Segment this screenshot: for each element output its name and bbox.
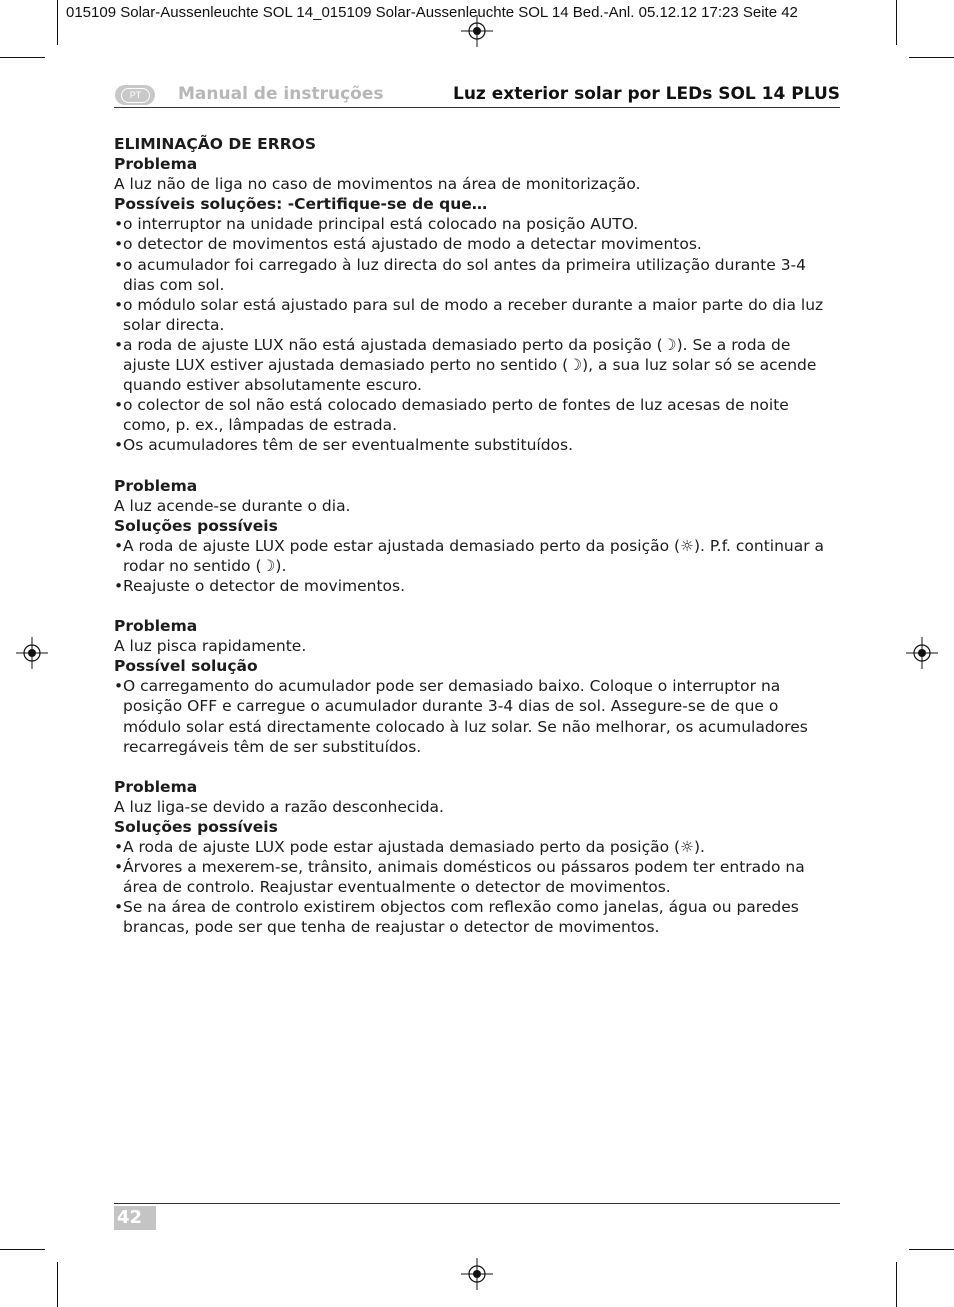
solution-item: • Se na área de controlo existirem objectos com reflexão como janelas, água ou paredes brancas, pode ser que tenha de reajustar o detector de movimentos. <box>114 897 840 937</box>
problem-text: A luz acende-se durante o dia. <box>114 496 351 515</box>
problem-text: A luz não de liga no caso de movimentos na área de monitorização. <box>114 175 641 194</box>
solution-list <box>114 536 840 596</box>
solution-list <box>114 676 840 756</box>
solution-item: • Os acumuladores têm de ser eventualmente substituídos. <box>114 435 840 455</box>
solution-item: • A roda de ajuste LUX pode estar ajustada demasiado perto da posição (☼). <box>114 837 840 857</box>
problem-block <box>114 777 840 938</box>
solution-item: • Reajuste o detector de movimentos. <box>114 576 840 596</box>
header-rule <box>114 107 840 108</box>
problem-text: A luz pisca rapidamente. <box>114 637 307 656</box>
solution-list <box>114 837 840 937</box>
language-badge <box>115 85 155 105</box>
crop-mark-tr-h <box>909 57 954 58</box>
language-code: PT <box>121 88 150 103</box>
crop-mark-br-v <box>896 1262 897 1307</box>
print-slug: 015109 Solar-Aussenleuchte SOL 14_015109 Solar-Aussenleuchte SOL 14 Bed.-Anl. 05.12.12 17:23 Seite 42 <box>66 4 798 21</box>
problem-block <box>114 154 840 455</box>
solution-label: Possíveis soluções: -Certifique-se de que… <box>114 195 488 214</box>
solution-item: • o interruptor na unidade principal está colocado na posição AUTO. <box>114 214 840 234</box>
problem-block <box>114 476 840 597</box>
crop-mark-bl-h <box>0 1249 45 1250</box>
page-number: 42 <box>114 1206 156 1230</box>
registration-mark-left-icon <box>16 637 48 669</box>
solution-item: • o módulo solar está ajustado para sul de modo a receber durante a maior parte do dia luz solar directa. <box>114 295 840 335</box>
solution-item: • a roda de ajuste LUX não está ajustada demasiado perto da posição (☽). Se a roda de ajuste LUX estiver ajustada demasiado perto no sentido (☽), a sua luz solar só se acende quando estiver absolutamente escuro. <box>114 335 840 395</box>
problem-label: Problema <box>114 777 198 796</box>
solution-item: • Árvores a mexerem-se, trânsito, animais domésticos ou pássaros podem ter entrado na área de controlo. Reajustar eventualmente o detector de movimentos. <box>114 857 840 897</box>
problem-label: Problema <box>114 476 198 495</box>
section-title: ELIMINAÇÃO DE ERROS <box>114 135 316 153</box>
solution-item: • o detector de movimentos está ajustado de modo a detectar movimentos. <box>114 234 840 254</box>
solution-item: • o colector de sol não está colocado demasiado perto de fontes de luz acesas de noite como, p. ex., lâmpadas de estrada. <box>114 395 840 435</box>
footer-rule <box>114 1203 840 1204</box>
solution-label: Soluções possíveis <box>114 516 278 535</box>
problem-label: Problema <box>114 155 198 174</box>
solution-list <box>114 214 840 455</box>
registration-mark-right-icon <box>906 637 938 669</box>
product-title: Luz exterior solar por LEDs SOL 14 PLUS <box>453 84 840 104</box>
solution-item: • o acumulador foi carregado à luz directa do sol antes da primeira utilização durante 3-4 dias com sol. <box>114 255 840 295</box>
troubleshooting-section <box>114 134 840 937</box>
solution-item: • A roda de ajuste LUX pode estar ajustada demasiado perto da posição (☼). P.f. continuar a rodar no sentido (☽). <box>114 536 840 576</box>
problem-text: A luz liga-se devido a razão desconhecida. <box>114 797 444 816</box>
registration-mark-bottom-icon <box>461 1258 493 1290</box>
crop-mark-tl-v <box>57 0 58 45</box>
manual-title: Manual de instruções <box>178 84 384 104</box>
solution-label: Possível solução <box>114 657 258 676</box>
page-header <box>114 83 840 109</box>
crop-mark-bl-v <box>57 1262 58 1307</box>
problem-block <box>114 616 840 757</box>
crop-mark-tl-h <box>0 57 45 58</box>
solution-label: Soluções possíveis <box>114 817 278 836</box>
problem-label: Problema <box>114 617 198 636</box>
crop-mark-tr-v <box>896 0 897 45</box>
crop-mark-br-h <box>909 1249 954 1250</box>
registration-mark-top-icon <box>461 15 493 47</box>
solution-item: • O carregamento do acumulador pode ser demasiado baixo. Coloque o interruptor na posição OFF e carregue o acumulador durante 3-4 dias de sol. Assegure-se de que o módulo solar está directamente colocado à luz solar. Se não melhorar, os acumuladores recarregáveis têm de ser substituídos. <box>114 676 840 756</box>
